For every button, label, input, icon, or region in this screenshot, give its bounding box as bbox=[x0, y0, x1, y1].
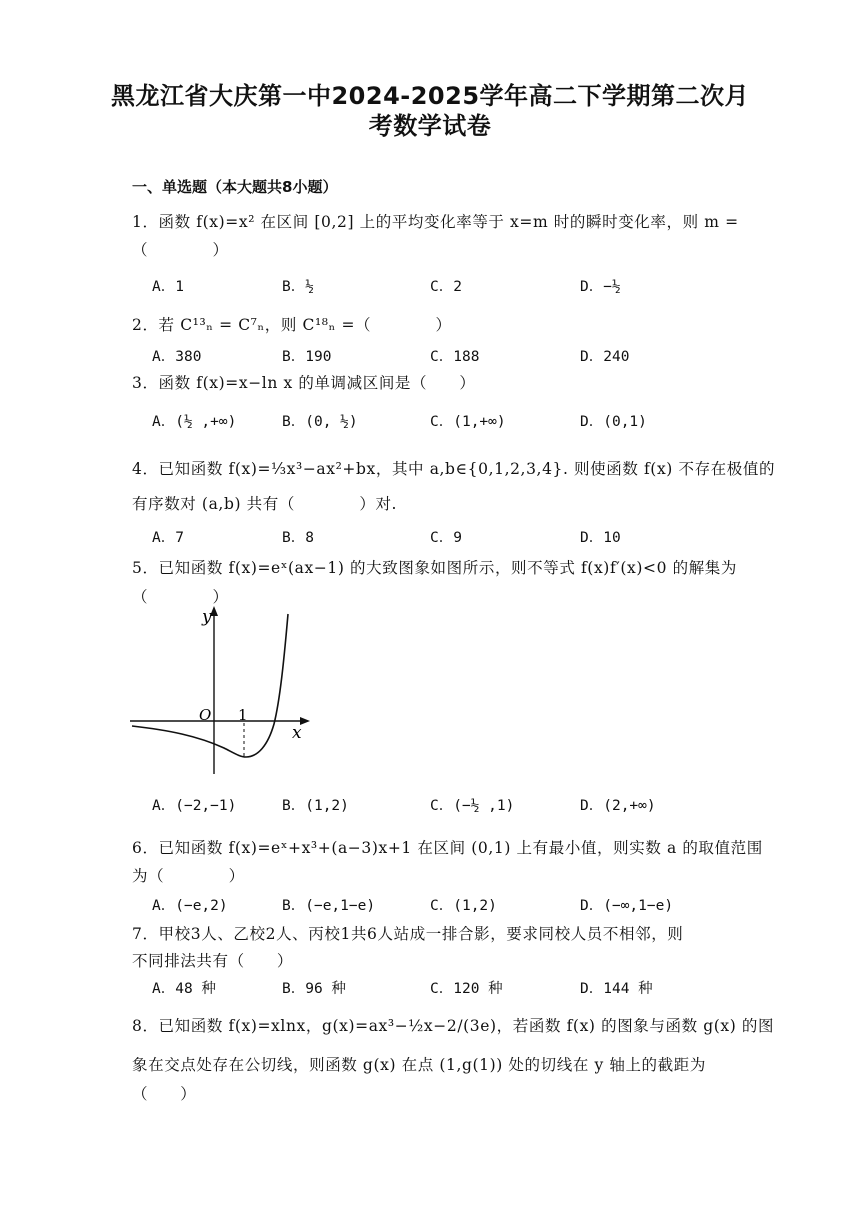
question-3-option-c: C．(1,+∞) bbox=[430, 414, 506, 430]
question-5-option-c: C．(−½ ,1) bbox=[430, 798, 515, 814]
question-1-option-a: A．1 bbox=[152, 279, 184, 295]
question-2-option-c: C．188 bbox=[430, 349, 480, 365]
question-5-option-d: D．(2,+∞) bbox=[580, 798, 656, 814]
function-graph bbox=[128, 600, 318, 780]
question-1-option-d: D．−½ bbox=[580, 279, 621, 295]
question-6-option-a: A．(−e,2) bbox=[152, 898, 228, 914]
question-5-line-2: （ ） bbox=[132, 588, 229, 606]
question-3-option-b: B．(0, ½) bbox=[282, 414, 358, 430]
question-2-option-b: B．190 bbox=[282, 349, 332, 365]
question-2-option-a: A．380 bbox=[152, 349, 202, 365]
question-4-line-2: 有序数对 (a,b) 共有（ ）对. bbox=[132, 495, 398, 513]
question-7-option-a: A．48 种 bbox=[152, 981, 216, 997]
page-title-line-2: 考数学试卷 bbox=[368, 112, 492, 140]
question-6-option-d: D．(−∞,1−e) bbox=[580, 898, 674, 914]
tick-label-1: 1 bbox=[238, 706, 248, 724]
question-1-line-2: （ ） bbox=[132, 241, 229, 259]
question-7-option-d: D．144 种 bbox=[580, 981, 653, 997]
question-1-option-b: B．½ bbox=[282, 279, 314, 295]
question-2-option-d: D．240 bbox=[580, 349, 630, 365]
question-3-option-a: A．(½ ,+∞) bbox=[152, 414, 237, 430]
question-3-line-1: 3．函数 f(x)=x−ln x 的单调减区间是（ ） bbox=[132, 374, 476, 392]
question-7-option-b: B．96 种 bbox=[282, 981, 346, 997]
y-axis-label: y bbox=[202, 607, 212, 627]
question-4-option-d: D．10 bbox=[580, 530, 621, 546]
question-2-line-1: 2．若 C¹³ₙ = C⁷ₙ，则 C¹⁸ₙ =（ ） bbox=[132, 316, 452, 334]
question-7-line-2: 不同排法共有（ ） bbox=[132, 952, 294, 970]
question-1-option-c: C．2 bbox=[430, 279, 462, 295]
question-4-option-b: B．8 bbox=[282, 530, 314, 546]
question-6-option-c: C．(1,2) bbox=[430, 898, 497, 914]
question-6-line-2: 为（ ） bbox=[132, 867, 245, 885]
question-6-option-b: B．(−e,1−e) bbox=[282, 898, 376, 914]
page-title-line-1: 黑龙江省大庆第一中2024-2025学年高二下学期第二次月 bbox=[110, 82, 750, 110]
x-axis-label: x bbox=[292, 723, 302, 743]
question-8-line-1: 8．已知函数 f(x)=xlnx，g(x)=ax³−½x−2/(3e)，若函数 f(x) 的图象与函数 g(x) 的图 bbox=[132, 1017, 775, 1035]
question-4-line-1: 4．已知函数 f(x)=⅓x³−ax²+bx，其中 a,b∈{0,1,2,3,4}. 则使函数 f(x) 不存在极值的 bbox=[132, 460, 776, 478]
origin-label: O bbox=[199, 706, 212, 724]
section-heading: 一、单选题（本大题共8小题） bbox=[132, 178, 338, 196]
question-3-option-d: D．(0,1) bbox=[580, 414, 647, 430]
question-8-line-2: 象在交点处存在公切线，则函数 g(x) 在点 (1,g(1)) 处的切线在 y 轴上的截距为 bbox=[132, 1056, 706, 1074]
question-1-line-1: 1．函数 f(x)=x² 在区间 [0,2] 上的平均变化率等于 x=m 时的瞬时变化率，则 m = bbox=[132, 213, 739, 231]
question-6-line-1: 6．已知函数 f(x)=eˣ+x³+(a−3)x+1 在区间 (0,1) 上有最小值，则实数 a 的取值范围 bbox=[132, 839, 763, 857]
question-7-option-c: C．120 种 bbox=[430, 981, 503, 997]
question-5-option-b: B．(1,2) bbox=[282, 798, 349, 814]
question-4-option-c: C．9 bbox=[430, 530, 462, 546]
question-5-option-a: A．(−2,−1) bbox=[152, 798, 237, 814]
question-4-option-a: A．7 bbox=[152, 530, 184, 546]
question-5-line-1: 5．已知函数 f(x)=eˣ(ax−1) 的大致图象如图所示，则不等式 f(x)f′(x)<0 的解集为 bbox=[132, 559, 738, 577]
question-8-line-3: （ ） bbox=[132, 1085, 197, 1103]
question-7-line-1: 7．甲校3人、乙校2人、丙校1共6人站成一排合影，要求同校人员不相邻，则 bbox=[132, 925, 684, 943]
function-curve bbox=[132, 614, 288, 757]
